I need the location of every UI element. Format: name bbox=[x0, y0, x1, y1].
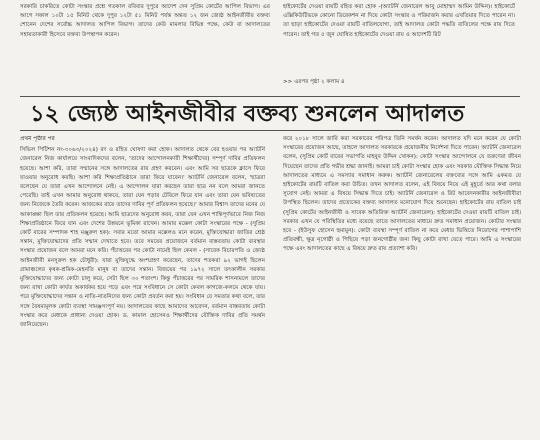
article-left-column bbox=[20, 135, 265, 438]
article-left-body: সিভিল পিটিশন নং-৩০৬৩/২০২৪) রদ ও রহিত ঘোষণা করা হোক। আদালত থেকে বের হওয়ার পর অ্যাটর্নি জেনারেল নিজ কার্যালয়ে সাংবাদিকদের বলেন, 'তাদের আন্দোলনকারী শিক্ষার্থীদের) সম্পূর্ণ দাবির প্রতিফলন হয়েছে। আশা করি, তারা সম্মানের সঙ্গে আদালতের রায় গ্রহণ করবেন। এবং আমি সব ছাত্রকে ক্লাসে ফিরে যাওয়ার অনুরোধ করছি। আশা করি শিক্ষাপ্রতিষ্ঠানে তারা ফিরে যাবেন।' অ্যাটর্নি জেনারেল বলেন, 'ছাত্ররা বলেছেন যে তারা এখন আন্দোলনে নেই। এ আন্দোলন যারা করছেন তারা ছাত্র নন বলে আমরা জানতে পেরেছি। তাই এখন আমার অনুরোধ থাকবে, তারা যেন পড়ার টেবিলে ফিরে যান এবং তারা যেন ভবিষ্যতের জন্য নিজেকে তৈরি করেন। আজকের রায়ে তাদের দাবির পূর্ণ প্রতিফলন হয়েছে।' আমার বিশ্বাস তাদের মনের যে আকাঙ্ক্ষা ছিল তার প্রতিফলন হয়েছে। আমি ছাত্রদের অনুরোধ করব, তারা যেন এখন শান্তিপূর্ণভাবে নিজ নিজ শিক্ষাপ্রতিষ্ঠানে ফিরে যান এবং দেশের উন্নয়নে ভূমিকা রাখেন। আমার মক্কেল কোটা সংস্কারের পক্ষে - (সুপ্রিম কোর্ট বারের সম্পাদক শাহ মঞ্জুরুল হক): সবার মতো আমার মক্কেলও মনে করেন, মুক্তিযোদ্ধারা জাতির শ্রেষ্ঠ সন্তান, মুক্তিযোদ্ধাদের প্রতি সম্মান দেখাতে হবে। তবে সময়ের প্রয়োজনে বর্তমান বাস্তবতায় কোটা ব্যবস্থার সংস্কার প্রয়োজন বলে আমরা মনে করি। পঁচাত্তরের পর কোটা নামেই ছিল কেবল - (সাবেক বিচারপতি ও জ্যেষ্ঠ আইনজীবী মনসুরুল হক চৌধুরী): যারা মুক্তিযুদ্ধে অংশগ্রহণ করেছেন, তাদের শতকরা ৯২ ভাগই ছিলেন গ্রামাঞ্চলের কৃষক-শ্রমিক-মেহনতি মানুষ বা তাদের সন্তান। বিজয়ের পর ১৯৭২ সালে তৎকালীন সরকার মুক্তিযোদ্ধাদের জন্য কোটা চালু করে, সেটা ছিল ৩০ শতাংশ। কিন্তু পঁচাত্তরের পর সামরিক শাসনামলে তাদের জন্য রাখা কোটা কার্যত অকার্যকর হয়ে পড়ে এবং পরে সংবিধানে সে কোটা কেবল কাগজে-কলমে থেকে যায়। পরে মুক্তিযোদ্ধাদের সন্তান ও নাতি-নাতনিদের জন্য কোটা প্রবর্তন করা হয়। সংবিধান যে সমতার কথা বলে, তার সঙ্গে বৈষম্যমূলক কোটা ব্যবস্থা সামঞ্জস্যপূর্ণ নয়। আদালতের কাছে আমাদের আবেদন, বর্তমান বাস্তবতায় কোটা সংস্কার করে মেধাকে প্রাধান্য দেওয়া হোক। ড. কামাল হোসেনও শিক্ষার্থীদের যৌক্তিক দাবির প্রতি সমর্থন জানিয়েছেন। bbox=[20, 147, 265, 329]
continued-on-page-note: >> এরপর পৃষ্ঠা ২ কলাম ৪ bbox=[283, 79, 345, 85]
article-byline: প্রথম পৃষ্ঠার পর bbox=[20, 136, 55, 142]
top-story-left-column: সরকারি চাকরিতে কোটা সংস্কার প্রশ্নে গতকাল রবিবার দুপুরে আদেশ দেন সুপ্রিম কোর্টের আপিল বিভাগ। এর আগে সকাল ১০টা ১৫ মিনিট থেকে দুপুর ১২টা ৫১ মিনিট পর্যন্ত অন্তত ১২ জন জ্যেষ্ঠ আইনজীবীর বক্তব্য শোনেন দেশের সর্বোচ্চ আদালত আপিল বিভাগ। তাদের কেউ মামলার বিভিন্ন পক্ষে, কেউ বা আদালতের সহায়তাকারী হিসেবে বক্তব্য উপস্থাপন করেন। bbox=[20, 4, 270, 38]
headline-divider bbox=[20, 130, 520, 131]
top-story-right-column: হাইকোর্টের দেওয়া রায়টি রহিত করা হোক -(অ্যাটর্নি জেনারেল আবু মোহাম্মদ আমিন উদ্দিন)। হাইকোর্টে এক্সিকিউটিভকে কোনো ডিরেকশন না দিয়ে কোটা সংস্কার ও পরিমার্জন করার এখতিয়ার দিতে পারেন না। তা ছাড়া হাইকোর্টের দেওয়া রায়টি বাতিলযোগ্য, তাই আদালত কোটা পদ্ধতি বাতিলের পক্ষে রায় দিতে পারেন। তাই গত ৫ জুন ঘোষিত হাইকোর্টের দেওয়া রায় ও আদেশটি রিট bbox=[283, 4, 515, 38]
article-headline: ১২ জ্যেষ্ঠ আইনজীবীর বক্তব্য শুনলেন আদালত bbox=[30, 101, 465, 127]
section-divider bbox=[20, 96, 520, 97]
article-right-column: করে ২০১৮ সালে জারি করা সরকারের পরিপত্র তিনি সমর্থন করেন। আদালত যদি মনে করেন যে কোটা সংস্কারের প্রয়োজন আছে, তাহলে আদালত সরকারকে প্রয়োজনীয় নির্দেশনা দিতে পারেন। অ্যাটর্নি জেনারেল বলেন, (সুপ্রিম কোর্ট বারের সভাপতি মাহবুব উদ্দিন খোকন): কোটা সংস্কার আন্দোলনে যে তরুণেরা জীবন দিয়েছেন তাদের প্রতি গভীর শ্রদ্ধা জানাই। আমরা চাই কোটা সংস্কার হোক এবং সরকার যৌক্তিক সিদ্ধান্ত নিয়ে আদালতের মাধ্যমে এ সমস্যার সমাধান করুক। অ্যাটর্নি জেনারেলের বক্তব্যের সঙ্গে আমি একমত যে হাইকোর্টের রায়টি বাতিল করা উচিত। তখন আদালত বলেন, এই বিষয়ে নিয়ে এই মুহূর্তে আর কথা বলার সুযোগ নেই। আমরা এ বিষয়ে সিদ্ধান্ত দিতে চাই। অ্যাটর্নি জেনারেল ও রিট আবেদনকারীর আইনজীবীরা উপস্থিত ছিলেন। তাদের প্রত্যেকের বক্তব্য আদালত মনোযোগ দিয়ে শুনেছেন। হাইকোর্টের রায় বাতিল চাই (সুপ্রিম কোর্টের আইনজীবী ও সাবেক অতিরিক্ত অ্যাটর্নি জেনারেল): হাইকোর্টের দেওয়া রায়টি বাতিল চাই। সরকার এখন যে পরিস্থিতির মধ্যে রয়েছে তাতে আদালতের মাধ্যমে দ্রুত সমাধান প্রয়োজন। কোটার সংস্কার হবে - (ইউসুফ হোসেন হুমায়ুন): কোটা ব্যবস্থা সম্পূর্ণ বাতিল না করে মেধার ভিত্তিতে নিয়োগের পাশাপাশি প্রতিবন্ধী, ক্ষুদ্র নৃগোষ্ঠী ও পিছিয়ে পড়া জনগোষ্ঠীর জন্য কিছু কোটা রাখা যেতে পারে। আমি এ সংস্কারের পক্ষে এবং আদালতের কাছে এ বিষয়ে দ্রুত রায় প্রত্যাশা করি। bbox=[283, 136, 521, 253]
